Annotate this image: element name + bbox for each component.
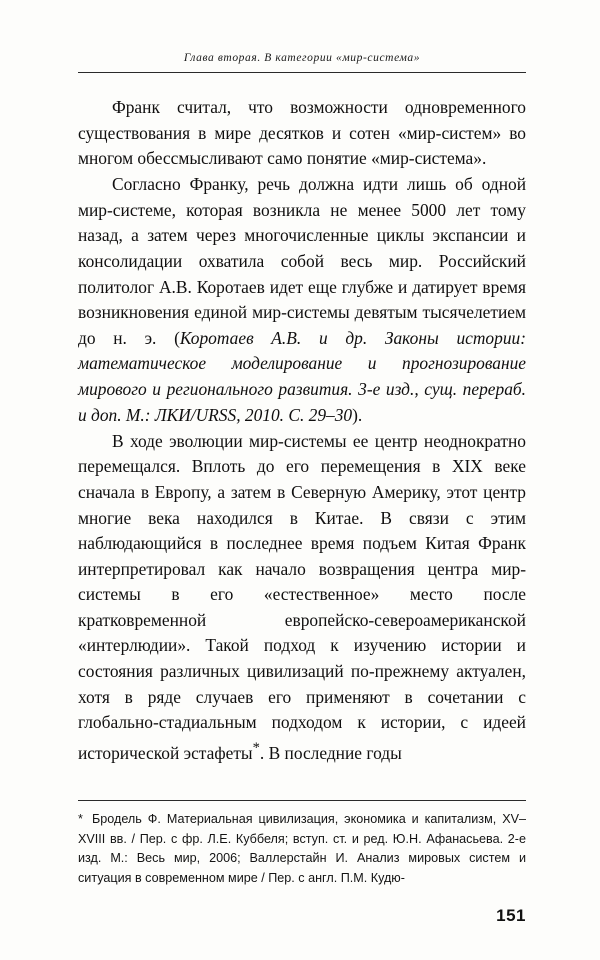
- paragraph-2-citation: Коротаев А.В. и др. Законы истории: математическое моделирование и прогнозирование мирового и регионального развития. 3-е изд., сущ. перераб. и доп. М.: ЛКИ/URSS, 2010. С. 29–30: [78, 327, 526, 425]
- paragraph-2-close: ).: [352, 404, 363, 425]
- body-text: [78, 95, 526, 766]
- page-number: 151: [496, 906, 526, 925]
- header-rule: [78, 72, 526, 73]
- footnote-rule: [78, 800, 526, 801]
- paragraph-3-lead: В ходе эволюции мир-системы ее центр неоднократно перемещался. Вплоть до его перемещения в XIX веке сначала в Европу, а затем в Северную Америку, этот центр многие века находился в Китае. В связи с этим наблюдающийся в последнее время подъем Китая Франк интерпретировал как начало возвращения центра мир-системы в его «естественное» место после кратковременной европейско-североамериканской «интерлюдии». Такой подход к изучению истории и состояния различных цивилизаций по-прежнему актуален, хотя в ряде случаев его применяют в сочетании с глобально-стадиальным подходом к истории, с идеей исторической эстафеты: [78, 430, 526, 763]
- paragraph-3: [78, 429, 526, 767]
- footnote-area: [78, 800, 526, 888]
- paragraph-2-lead: Согласно Франку, речь должна идти лишь об одной мир-системе, которая возникла не менее 5000 лет тому назад, а затем через многочисленные циклы экспансии и консолидации охватила собой весь мир. Российский политолог А.В. Коротаев идет еще глубже и датирует время возникновения единой мир-системы девятым тысячелетием до н. э. (: [78, 174, 526, 348]
- footnote-marker: *: [78, 812, 83, 826]
- footnote: [78, 810, 526, 888]
- running-head: [78, 52, 526, 70]
- page-content: [78, 52, 526, 767]
- paragraph-2: [78, 172, 526, 428]
- footnote-text: Бродель Ф. Материальная цивилизация, экономика и капитализм, XV–XVIII вв. / Пер. с фр. Л.Е. Куббеля; вступ. ст. и ред. Ю.Н. Афанасьева. 2-е изд. М.: Весь мир, 2006; Валлерстайн И. Анализ мировых систем и ситуация в современном мире / Пер. с англ. П.М. Кудю-: [78, 812, 526, 885]
- footnote-reference: *: [252, 739, 260, 756]
- paragraph-1: Франк считал, что возможности одновременного существования в мире десятков и сотен «мир-систем» во многом обессмысливают само понятие «мир-система».: [78, 97, 526, 169]
- paragraph-3-tail: . В последние годы: [259, 742, 402, 763]
- running-head-text: Глава вторая. В категории «мир-система»: [183, 52, 421, 64]
